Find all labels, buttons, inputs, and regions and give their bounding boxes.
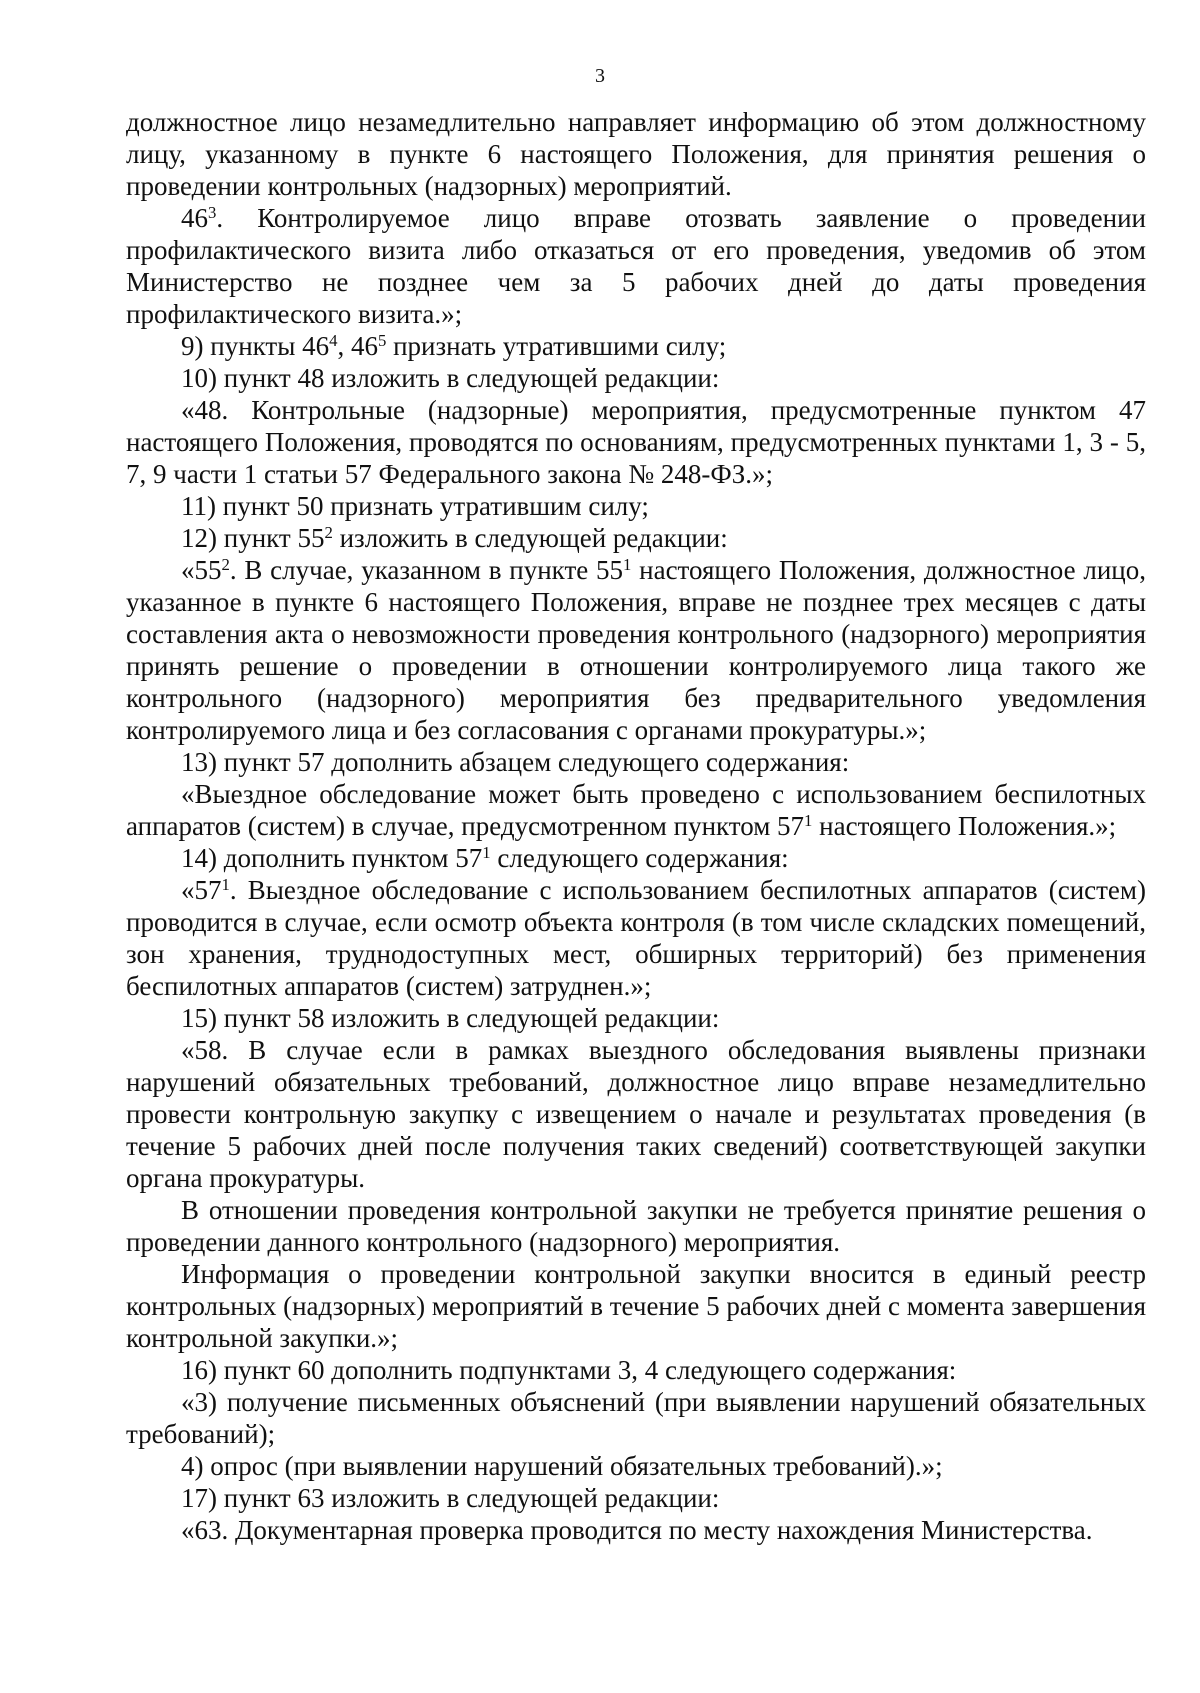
page-number: 3 — [595, 65, 605, 87]
paragraph: «$57^1$. Выездное обследование с использованием беспилотных аппаратов (систем) проводится в случае, если осмотр объекта контроля (в том числе складских помещений, зон хранения, труднодоступных мест, обширных территорий) без применения беспилотных аппаратов (систем) затруднен.»; — [126, 874, 1146, 1001]
paragraph: «Выездное обследование может быть проведено с использованием беспилотных аппаратов (систем) в случае, предусмотренном пунктом $57^1$ настоящего Положения.»; — [126, 779, 1146, 841]
paragraph: 9) пункты $46^4$, $46^5$ признать утратившими силу; — [181, 330, 727, 361]
paragraph: «63. Документарная проверка проводится по месту нахождения Министерства. — [181, 1515, 1093, 1545]
paragraph: 15) пункт 58 изложить в следующей редакции: — [181, 1003, 720, 1033]
paragraph: 16) пункт 60 дополнить подпунктами 3, 4 следующего содержания: — [181, 1355, 957, 1385]
paragraph: 17) пункт 63 изложить в следующей редакции: — [181, 1483, 720, 1513]
paragraph: 4) опрос (при выявлении нарушений обязательных требований).»; — [181, 1451, 943, 1481]
document-body — [126, 106, 1146, 1546]
paragraph: должностное лицо незамедлительно направляет информацию об этом должностному лицу, указанному в пункте 6 настоящего Положения, для принятия решения о проведении контрольных (надзорных) мероприятий. — [126, 107, 1146, 201]
paragraph: Информация о проведении контрольной закупки вносится в единый реестр контрольных (надзорных) мероприятий в течение 5 рабочих дней с момента завершения контрольной закупки.»; — [126, 1259, 1146, 1353]
paragraph: «58. В случае если в рамках выездного обследования выявлены признаки нарушений обязательных требований, должностное лицо вправе незамедлительно провести контрольную закупку с извещением о начале и результатах проведения (в течение 5 рабочих дней после получения таких сведений) соответствующей закупки органа прокуратуры. — [126, 1035, 1146, 1193]
paragraph: 11) пункт 50 признать утратившим силу; — [181, 491, 649, 521]
paragraph: 13) пункт 57 дополнить абзацем следующего содержания: — [181, 747, 850, 777]
paragraph: В отношении проведения контрольной закупки не требуется принятие решения о проведении данного контрольного (надзорного) мероприятия. — [126, 1195, 1146, 1257]
paragraph: «3) получение письменных объяснений (при выявлении нарушений обязательных требований); — [126, 1387, 1146, 1449]
paragraph: 12) пункт $55^2$ изложить в следующей редакции: — [181, 522, 728, 553]
paragraph: 14) дополнить пунктом $57^1$ следующего содержания: — [181, 842, 789, 873]
paragraph: $46^3$. Контролируемое лицо вправе отозвать заявление о проведении профилактического визита либо отказаться от его проведения, уведомив об этом Министерство не позднее чем за 5 рабочих дней до даты проведения профилактического визита.»; — [126, 202, 1146, 329]
paragraph: 10) пункт 48 изложить в следующей редакции: — [181, 363, 720, 393]
paragraph: «$55^2$. В случае, указанном в пункте $55^1$ настоящего Положения, должностное лицо, указанное в пункте 6 настоящего Положения, вправе не позднее трех месяцев с даты составления акта о невозможности проведения контрольного (надзорного) мероприятия принять решение о проведении в отношении контролируемого лица такого же контрольного (надзорного) мероприятия без предварительного уведомления контролируемого лица и без согласования с органами прокуратуры.»; — [126, 554, 1146, 745]
paragraph: «48. Контрольные (надзорные) мероприятия, предусмотренные пунктом 47 настоящего Положения, проводятся по основаниям, предусмотренных пунктами 1, 3 - 5, 7, 9 части 1 статьи 57 Федерального закона № 248-ФЗ.»; — [126, 395, 1146, 489]
